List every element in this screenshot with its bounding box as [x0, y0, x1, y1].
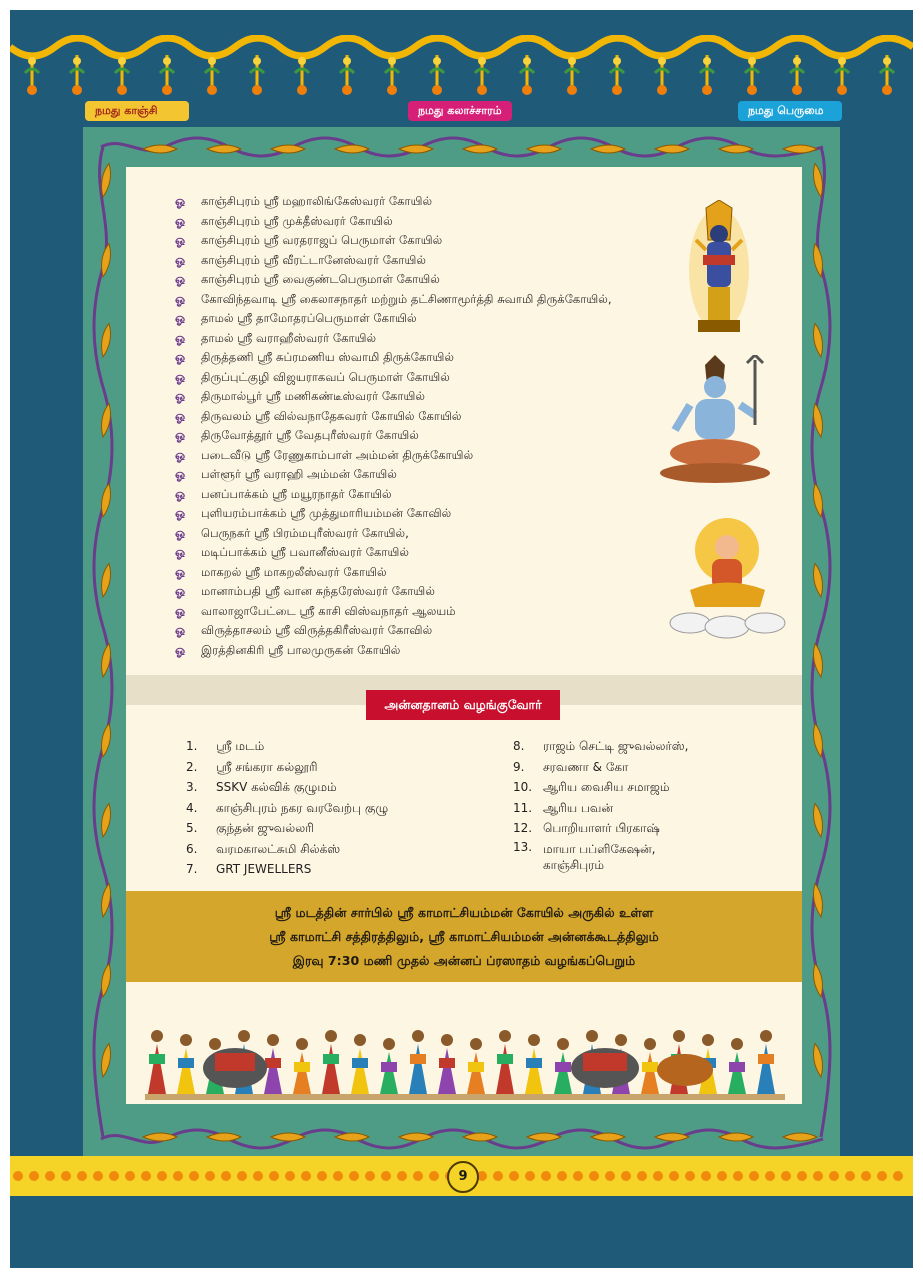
temple-name: திருத்தணி ஸ்ரீ சுப்ரமணிய ஸ்வாமி திருக்கோயில் [201, 350, 455, 364]
donor-number: 6. [186, 841, 198, 856]
temple-name: வாலாஜாபேட்டை ஸ்ரீ காசி விஸ்வநாதர் ஆலயம் [201, 603, 456, 618]
temple-item [175, 641, 612, 661]
temple-item [175, 368, 612, 388]
om-bullet-icon: ஓ [175, 252, 186, 267]
temple-name: மானாம்பதி ஸ்ரீ வான சுந்தரேஸ்வரர் கோயில் [201, 584, 435, 598]
donor-number: 9. [513, 759, 525, 774]
temple-item [175, 192, 612, 212]
donor-name: சரவணா & கோ [543, 759, 629, 774]
om-bullet-icon: ஓ [175, 369, 186, 384]
donor-name: ஸ்ரீ மடம் [216, 739, 265, 753]
donor-name-line2: காஞ்சிபுரம் [543, 857, 605, 872]
temple-item [175, 270, 612, 290]
om-bullet-icon: ஓ [175, 233, 186, 247]
om-bullet-icon: ஓ [175, 194, 186, 208]
om-bullet-icon: ஓ [175, 428, 186, 442]
temple-name: விருத்தாசலம் ஸ்ரீ விருத்தகிரீஸ்வரர் கோவில் [201, 623, 433, 637]
notice-line-2: ஸ்ரீ காமாட்சி சத்திரத்திலும், ஸ்ரீ காமாட்சியம்மன் அன்னக்கூடத்திலும் [269, 929, 659, 944]
temple-item [175, 212, 612, 232]
donor-name: ஸ்ரீ சங்கரா கல்லூரி [216, 759, 318, 774]
om-bullet-icon: ஓ [175, 486, 186, 501]
om-bullet-icon: ஓ [175, 564, 186, 579]
donor-list-left [186, 736, 388, 880]
om-bullet-icon: ஓ [175, 213, 186, 228]
temple-item [175, 582, 612, 602]
temple-item [175, 446, 612, 466]
temple-name: மாகறல் ஸ்ரீ மாகறலீஸ்வரர் கோயில் [201, 564, 387, 579]
donor-item [186, 798, 388, 819]
temple-item [175, 465, 612, 485]
donor-name: காஞ்சிபுரம் நகர வரவேற்பு குழு [216, 800, 389, 815]
header-tag-right: நமது பெருமை [738, 101, 842, 121]
temple-name: பள்ளூர் ஸ்ரீ வராஹி அம்மன் கோயில் [201, 467, 397, 481]
om-bullet-icon: ஓ [175, 408, 186, 423]
temple-name: காஞ்சிபுரம் ஸ்ரீ மஹாலிங்கேஸ்வரர் கோயில் [201, 194, 433, 208]
temple-item [175, 290, 612, 310]
donor-item [513, 736, 688, 757]
temple-item [175, 407, 612, 427]
donor-number: 8. [513, 739, 525, 753]
om-bullet-icon: ஓ [175, 330, 186, 345]
temple-name: கோவிந்தவாடி ஸ்ரீ கைலாசநாதர் மற்றும் தட்சிணாமூர்த்தி சுவாமி திருக்கோயில், [201, 291, 612, 306]
temple-item [175, 348, 612, 368]
donor-item [513, 798, 688, 819]
shiva-deity-image [655, 355, 775, 485]
temple-name: படைவீடு ஸ்ரீ ரேணுகாம்பாள் அம்மன் திருக்கோயில் [201, 447, 474, 462]
om-bullet-icon: ஓ [175, 525, 186, 540]
temple-name: திருவோத்தூர் ஸ்ரீ வேதபுரீஸ்வரர் கோயில் [201, 428, 419, 442]
om-bullet-icon: ஓ [175, 623, 186, 637]
om-bullet-icon: ஓ [175, 447, 186, 462]
donor-number: 12. [513, 821, 533, 835]
donor-number: 13. [513, 839, 533, 854]
temple-name: புளியரம்பாக்கம் ஸ்ரீ முத்துமாரியம்மன் கோவில் [201, 506, 452, 520]
temple-name: திருவலம் ஸ்ரீ வில்வநாதேசுவரர் கோயில் கோயில் [201, 408, 462, 423]
donor-item [513, 777, 688, 798]
om-bullet-icon: ஓ [175, 506, 186, 520]
om-bullet-icon: ஓ [175, 272, 186, 286]
donor-number: 3. [186, 780, 198, 794]
page-number: 9 [447, 1161, 479, 1193]
om-bullet-icon: ஓ [175, 311, 186, 325]
donor-name: SSKV கல்விக் குழுமம் [216, 780, 337, 794]
om-bullet-icon: ஓ [175, 389, 186, 403]
donor-item [513, 818, 688, 839]
donor-name: ராஜம் செட்டி ஜுவல்லர்ஸ், [543, 739, 689, 753]
notice-line-1: ஸ்ரீ மடத்தின் சார்பில் ஸ்ரீ காமாட்சியம்மன் கோயில் அருகில் உள்ள [274, 905, 654, 920]
temple-item [175, 621, 612, 641]
section-title: அன்னதானம் வழங்குவோர் [366, 690, 560, 720]
donor-number: 1. [186, 739, 198, 753]
om-bullet-icon: ஓ [175, 545, 186, 559]
temple-name: தாமல் ஸ்ரீ வராஹீஸ்வரர் கோயில் [201, 330, 377, 345]
donor-number: 11. [513, 800, 533, 815]
donor-number: 7. [186, 862, 198, 876]
temple-item [175, 387, 612, 407]
annadhanam-notice [126, 891, 802, 982]
donor-item [186, 736, 388, 757]
donor-number: 5. [186, 821, 198, 835]
om-bullet-icon: ஓ [175, 603, 186, 618]
temple-name: மடிப்பாக்கம் ஸ்ரீ பவானீஸ்வரர் கோயில் [201, 545, 410, 559]
donor-name: வரமகாலட்சுமி சில்க்ஸ் [216, 841, 341, 856]
om-bullet-icon: ஓ [175, 642, 186, 657]
surya-deity-image [665, 515, 790, 645]
temple-name: காஞ்சிபுரம் ஸ்ரீ முக்தீஸ்வரர் கோயில் [201, 213, 393, 228]
temple-item [175, 485, 612, 505]
om-bullet-icon: ஓ [175, 291, 186, 306]
donor-name: பொறியாளர் பிரகாஷ் [543, 821, 660, 835]
procession-illustration [145, 998, 785, 1108]
donor-name: குந்தன் ஜுவல்லரி [216, 821, 314, 835]
notice-line-3: இரவு 7:30 மணி முதல் அன்னப் ப்ரஸாதம் வழங்கப்பெறும் [292, 953, 636, 968]
temple-item [175, 329, 612, 349]
donor-name: மாயா பப்ளிகேஷன், [543, 841, 656, 856]
temple-name: காஞ்சிபுரம் ஸ்ரீ வைகுண்டபெருமாள் கோயில் [201, 272, 440, 286]
donor-item [186, 818, 388, 839]
om-bullet-icon: ஓ [175, 467, 186, 481]
donor-name: ஆரிய பவன் [543, 800, 613, 815]
donor-item [513, 839, 688, 873]
donor-number: 2. [186, 759, 198, 774]
temple-item [175, 524, 612, 544]
temple-item [175, 251, 612, 271]
donor-name: ஆரிய வைசிய சமாஜம் [543, 780, 670, 794]
donor-item [186, 859, 388, 880]
temple-name: தாமல் ஸ்ரீ தாமோதரப்பெருமாள் கோயில் [201, 311, 417, 325]
temple-item [175, 602, 612, 622]
donor-item [513, 757, 688, 778]
temple-name: இரத்தினகிரி ஸ்ரீ பாலமுருகன் கோயில் [201, 642, 401, 657]
header-tag-left: நமது காஞ்சி [85, 101, 189, 121]
temple-name: பெருநகர் ஸ்ரீ பிரம்மபுரீஸ்வரர் கோயில், [201, 525, 409, 540]
donor-name: GRT JEWELLERS [216, 862, 312, 876]
donor-number: 4. [186, 800, 198, 815]
temple-name: திருப்புட்குழி விஜயராகவப் பெருமாள் கோயில் [201, 369, 450, 384]
header-tag-mid: நமது கலாச்சாரம் [408, 101, 512, 121]
donor-item [186, 839, 388, 860]
marigold-garland [10, 35, 913, 105]
temple-item [175, 504, 612, 524]
temple-item [175, 426, 612, 446]
temple-name: பனப்பாக்கம் ஸ்ரீ மயூரநாதர் கோயில் [201, 486, 392, 501]
donor-item [186, 757, 388, 778]
temple-list [175, 192, 612, 660]
temple-name: திருமால்பூர் ஸ்ரீ மணிகண்டீஸ்வரர் கோயில் [201, 389, 426, 403]
donor-number: 10. [513, 780, 533, 794]
temple-item [175, 231, 612, 251]
perumal-deity-image [686, 200, 752, 335]
om-bullet-icon: ஓ [175, 584, 186, 598]
donor-list-right [513, 736, 688, 873]
temple-item [175, 309, 612, 329]
donor-item [186, 777, 388, 798]
magazine-page [10, 10, 913, 1268]
temple-name: காஞ்சிபுரம் ஸ்ரீ வரதராஜப் பெருமாள் கோயில் [201, 233, 443, 247]
om-bullet-icon: ஓ [175, 350, 186, 364]
temple-item [175, 543, 612, 563]
temple-name: காஞ்சிபுரம் ஸ்ரீ வீரட்டானேஸ்வரர் கோயில் [201, 252, 426, 267]
temple-item [175, 563, 612, 583]
